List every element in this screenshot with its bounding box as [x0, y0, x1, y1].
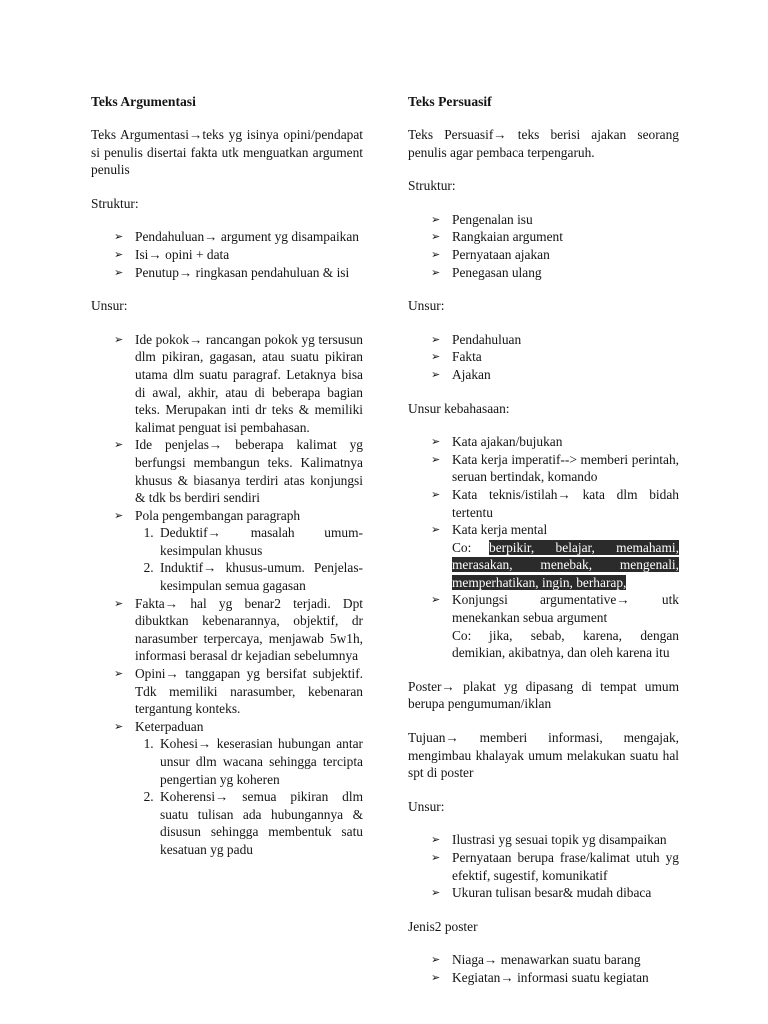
list-item: ➢ Rangkaian argument [452, 228, 679, 246]
kata-kerja-mental-label: ➢ Kata kerja mental [452, 522, 548, 538]
jenis-poster-list [408, 951, 679, 986]
example-prefix: Co: [452, 539, 472, 555]
example-line [452, 539, 679, 592]
konjungsi-examples: jika, sebab, karena, dengan demikian, akibatnya, dan oleh karena itu [452, 627, 679, 661]
list-item-keterpaduan [135, 718, 363, 859]
list-item-fakta: ➢ Fakta→ hal yg benar2 terjadi. Dpt dibuktkan kebenarannya, objektif, dr narasumber terpercaya, menjawab 5w1h, informasi berasal dr kejadian sebelumnya [135, 595, 363, 665]
persuasif-struktur-list [408, 211, 679, 281]
list-item: ➢ Pernyataan berupa frase/kalimat utuh yg efektif, sugestif, komunikatif [452, 849, 679, 884]
keterpaduan-list [135, 735, 363, 858]
list-item: 1. Deduktif→ masalah umum-kesimpulan khusus [157, 524, 363, 559]
list-item: ➢ Kata ajakan/bujukan [452, 433, 679, 451]
list-item: ➢ Kegiatan→ informasi suatu kegiatan [452, 969, 679, 987]
list-item-konjungsi [452, 591, 679, 661]
list-item-ide-penjelas: ➢ Ide penjelas→ beberapa kalimat yg berfungsi membangun teks. Kalimatnya khusus & biasanya terdiri atas konjungsi & tdk bs berdiri sendiri [135, 436, 363, 506]
example-line [452, 627, 679, 662]
list-item: ➢ Pendahuluan→ argument yg disampaikan [135, 228, 363, 246]
argumentasi-definition: Teks Argumentasi→teks yg isinya opini/pendapat si penulis disertai fakta utk menguatkan argument penulis [91, 127, 363, 178]
list-item-ide-pokok: ➢ Ide pokok→ rancangan pokok yg tersusun dlm pikiran, gagasan, atau suatu pikiran utama dlm suatu paragraf. Letaknya bisa di awal, akhir, atau di beberapa bagian teks. Merupakan inti dr teks & memiliki kalimat penguat isi pembahasan. [135, 331, 363, 437]
pola-list [135, 524, 363, 594]
list-item-kata-kerja-mental [452, 521, 679, 591]
list-item: ➢ Ukuran tulisan besar& mudah dibaca [452, 884, 679, 902]
highlighted-examples: berpikir, belajar, memahami, merasakan, menebak, mengenali, memperhatikan, ingin, berharap, [452, 539, 679, 590]
kebahasaan-list [408, 433, 679, 662]
jenis-poster-label: Jenis2 poster [408, 918, 478, 934]
list-item: ➢ Niaga→ menawarkan suatu barang [452, 951, 679, 969]
pola-label: Pola pengembangan paragraph [135, 507, 301, 523]
poster-definition: Poster→ plakat yg dipasang di tempat umum berupa pengumuman/iklan [408, 678, 679, 712]
list-item: 1. Kohesi→ keserasian hubungan antar unsur dlm wacana sehingga tercipta pengertian yg koheren [157, 735, 363, 788]
argumentasi-unsur-label: Unsur: [91, 298, 128, 314]
list-item: 2. Induktif→ khusus-umum. Penjelas-kesimpulan semua gagasan [157, 559, 363, 594]
list-item: ➢ Kata teknis/istilah→ kata dlm bidah tertentu [452, 486, 679, 521]
kebahasaan-label: Unsur kebahasaan: [408, 400, 510, 416]
persuasif-unsur-list [408, 331, 679, 384]
list-item: ➢ Penutup→ ringkasan pendahuluan & isi [135, 264, 363, 282]
list-item: ➢ Ilustrasi yg sesuai topik yg disampaikan [452, 831, 679, 849]
section-title-persuasif: Teks Persuasif [408, 94, 492, 109]
persuasif-unsur-label: Unsur: [408, 298, 445, 314]
poster-tujuan: Tujuan→ memberi informasi, mengajak, mengimbau khalayak umum melakukan suatu hal spt di poster [408, 730, 679, 781]
konjungsi-label: ➢ Konjungsi argumentative→ utk menekankan sebua argument [452, 592, 679, 626]
list-item-pola [135, 507, 363, 595]
persuasif-struktur-label: Struktur: [408, 178, 456, 194]
list-item: ➢ Penegasan ulang [452, 264, 679, 282]
list-item: ➢ Pendahuluan [452, 331, 679, 349]
keterpaduan-label: Keterpaduan [135, 718, 204, 734]
list-item: ➢ Pernyataan ajakan [452, 246, 679, 264]
section-title-argumentasi: Teks Argumentasi [91, 94, 196, 109]
poster-unsur-list [408, 831, 679, 901]
list-item: 2. Koherensi→ semua pikiran dlm suatu tulisan ada hubungannya & disusun sehingga membentuk satu kesatuan yg padu [157, 788, 363, 858]
example-prefix: Co: [452, 627, 472, 643]
argumentasi-unsur-list [91, 331, 363, 859]
list-item: ➢ Fakta [452, 348, 679, 366]
list-item-opini: ➢ Opini→ tanggapan yg bersifat subjektif. Tdk memiliki narasumber, kebenaran tergantung konteks. [135, 665, 363, 718]
poster-unsur-label: Unsur: [408, 798, 445, 814]
list-item: ➢ Pengenalan isu [452, 211, 679, 229]
list-item: ➢ Ajakan [452, 366, 679, 384]
argumentasi-struktur-list [91, 228, 363, 281]
column-teks-persuasif [408, 93, 679, 1003]
column-teks-argumentasi [91, 93, 363, 875]
persuasif-definition: Teks Persuasif→ teks berisi ajakan seorang penulis agar pembaca terpengaruh. [408, 127, 679, 160]
list-item: ➢ Isi→ opini + data [135, 246, 363, 264]
list-item: ➢ Kata kerja imperatif--> memberi perintah, seruan bertindak, komando [452, 451, 679, 486]
argumentasi-struktur-label: Struktur: [91, 195, 139, 211]
